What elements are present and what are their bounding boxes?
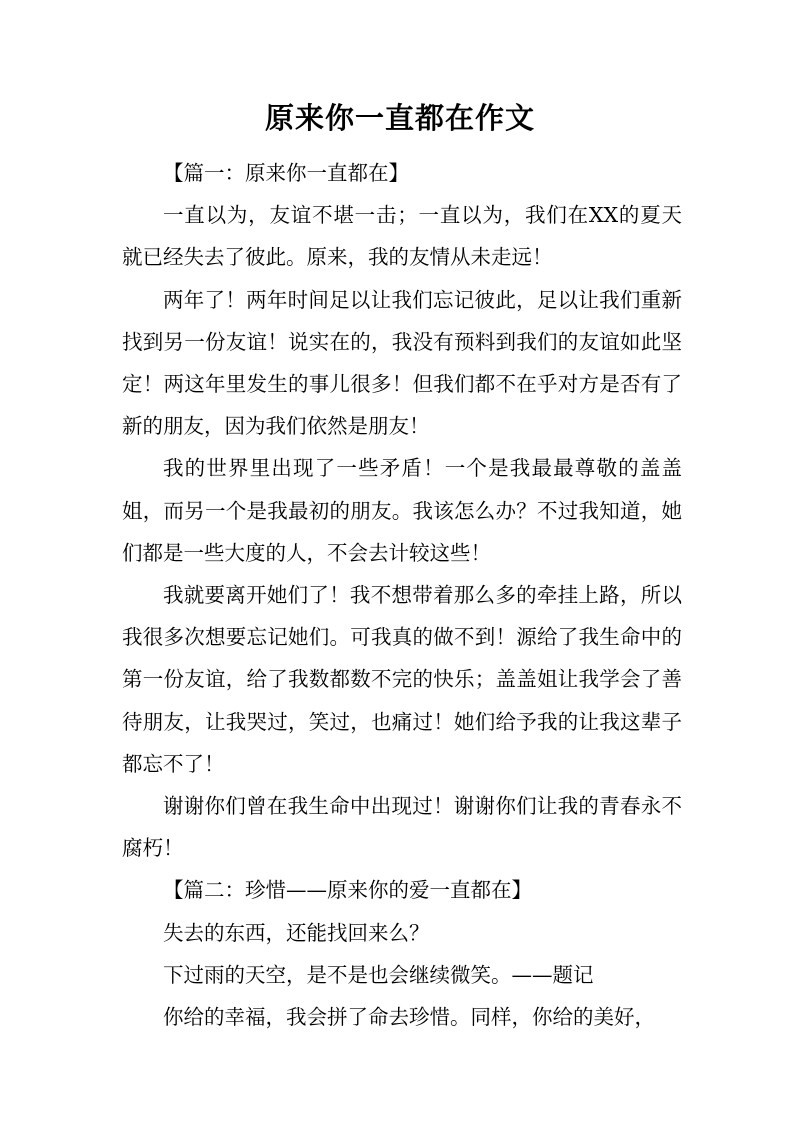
paragraph: 你给的幸福，我会拼了命去珍惜。同样，你给的美好，	[163, 1005, 655, 1030]
paragraph: 两年了！两年时间足以让我们忘记彼此，足以让我们重新找到另一份友谊！说实在的，我没有预料到我们的友谊如此坚定！两这年里发生的事儿很多！但我们都不在乎对方是否有了新的朋友，因为我们依然是朋友！	[122, 287, 682, 439]
paragraph: 我就要离开她们了！我不想带着那么多的牵挂上路，所以我很多次想要忘记她们。可我真的做不到！源给了我生命中的第一份友谊，给了我数都数不完的快乐；盖盖姐让我学会了善待朋友，让我哭过，笑过，也痛过！她们给予我的让我这辈子都忘不了！	[122, 583, 682, 776]
paragraph: 失去的东西，还能找回来么？	[163, 920, 430, 945]
paragraph: 谢谢你们曾在我生命中出现过！谢谢你们让我的青春永不腐朽！	[122, 794, 682, 861]
paragraph: 一直以为，友谊不堪一击；一直以为，我们在XX的夏天就已经失去了彼此。原来，我的友情从未走远！	[122, 203, 682, 270]
section-heading-1: 【篇一：原来你一直都在】	[163, 161, 409, 185]
paragraph: 下过雨的天空，是不是也会继续微笑。——题记	[163, 962, 594, 987]
document-body	[122, 152, 682, 1038]
document-title: 原来你一直都在作文	[264, 101, 535, 135]
section-heading-2: 【篇二：珍惜——原来你的爱一直都在】	[163, 878, 532, 903]
paragraph: 我的世界里出现了一些矛盾！一个是我最最尊敬的盖盖姐，而另一个是我最初的朋友。我该怎么办？不过我知道，她们都是一些大度的人，不会去计较这些！	[122, 456, 682, 565]
